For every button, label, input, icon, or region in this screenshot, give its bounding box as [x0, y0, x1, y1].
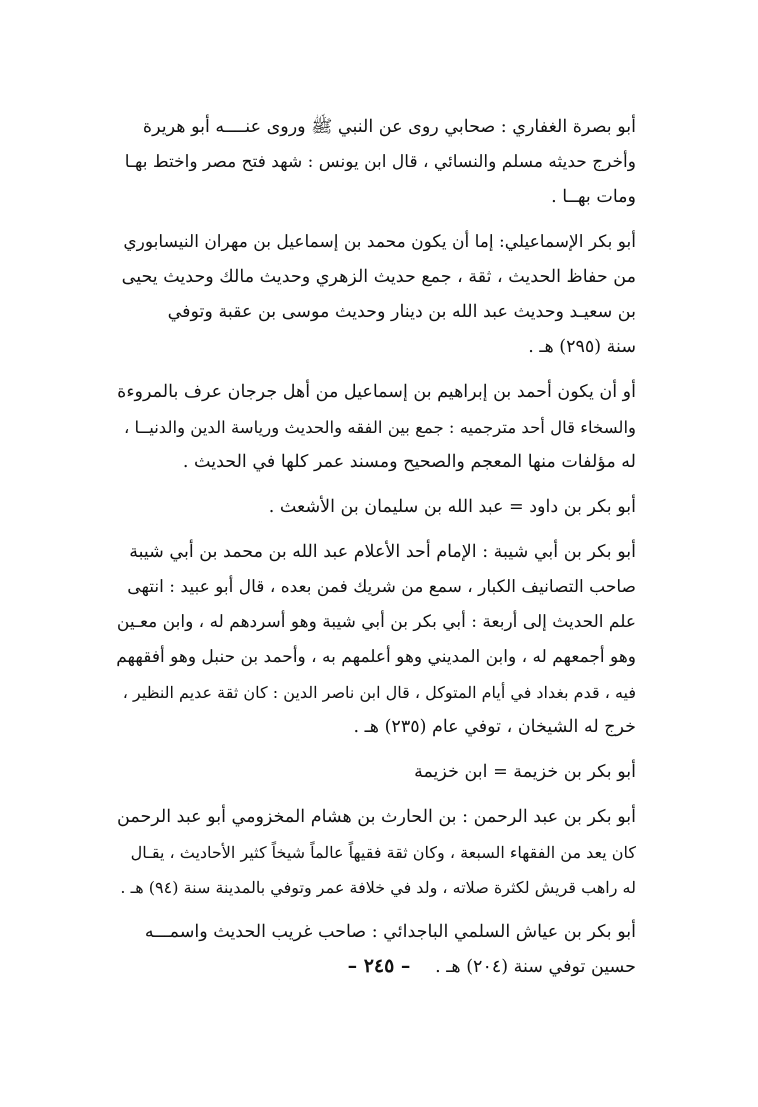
- page-body-text: [116, 110, 636, 995]
- entry-line: ومات بهــا .: [551, 187, 636, 207]
- entry-line: أبو بكر بن أبي شيبة : الإمام أحد الأعلام عبد الله بن محمد بن أبي شيبة: [129, 542, 636, 562]
- entry-line: والسخاء قال أحد مترجميه : جمع بين الفقه والحديث ورياسة الدين والدنيــا ،: [123, 418, 636, 437]
- entry-line: حسين توفي سنة (٢٠٤) هـ .: [435, 957, 636, 977]
- entry-line: وأخرج حديثه مسلم والنسائي ، قال ابن يونس : شهد فتح مصر واختط بهـا: [124, 152, 636, 172]
- entry-line: صاحب التصانيف الكبار ، سمع من شريك فمن بعده ، قال أبو عبيد : انتهى: [127, 577, 636, 597]
- entry-line: أبو بكر الإسماعيلي: إما أن يكون محمد بن إسماعيل بن مهران النيسابوري: [123, 232, 636, 252]
- entry-abu-bakr-ibn-abi-shayba: [116, 535, 636, 745]
- entry-line: بن سعيـد وحديث عبد الله بن دينار وحديث موسى بن عقبة وتوفي: [167, 302, 636, 322]
- entry-line: سنة (٢٩٥) هـ .: [528, 337, 636, 357]
- entry-line: له راهب قريش لكثرة صلاته ، ولد في خلافة عمر وتوفي بالمدينة سنة (٩٤) هـ .: [120, 878, 636, 897]
- entry-abu-bakr-ismaili: [116, 225, 636, 365]
- entry-line: فيه ، قدم بغداد في أيام المتوكل ، قال ابن ناصر الدين : كان ثقة عديم النظير ،: [122, 683, 636, 702]
- entry-line: من حفاظ الحديث ، ثقة ، جمع حديث الزهري وحديث مالك وحديث يحيى: [121, 267, 636, 287]
- entry-line: أبو بكر بن عبد الرحمن : بن الحارث بن هشام المخزومي أبو عبد الرحمن: [117, 807, 636, 827]
- entry-line: أبو بصرة الغفاري : صحابي روى عن النبي ﷺ وروى عنــــه أبو هريرة: [142, 117, 636, 137]
- entry-line: أو أن يكون أحمد بن إبراهيم بن إسماعيل من أهل جرجان عرف بالمروءة: [117, 382, 636, 402]
- entry-abu-bakr-ibn-khuzayma: [116, 755, 636, 790]
- entry-line: أبو بكر بن عياش السلمي الباجدائي : صاحب غريب الحديث واسمـــه: [144, 922, 636, 942]
- entry-abu-basra: [116, 110, 636, 215]
- entry-abu-bakr-ibn-abd-al-rahman: [116, 800, 636, 905]
- page-number: – ٢٤٥ –: [347, 955, 411, 977]
- entry-ahmad-ibn-ibrahim: [116, 375, 636, 480]
- entry-line: علم الحديث إلى أربعة : أبي بكر بن أبي شيبة وهو أسردهم له ، وابن معـين: [116, 612, 636, 632]
- entry-line: وهو أجمعهم له ، وابن المديني وهو أعلمهم به ، وأحمد بن حنبل وهو أفقههم: [116, 647, 636, 667]
- entry-line: أبو بكر بن داود = عبد الله بن سليمان بن الأشعث .: [268, 497, 636, 517]
- entry-line: خرج له الشيخان ، توفي عام (٢٣٥) هـ .: [353, 717, 636, 737]
- entry-line: كان يعد من الفقهاء السبعة ، وكان ثقة فقيهاً عالماً شيخاً كثير الأحاديث ، يقـال: [130, 843, 636, 862]
- entry-abu-bakr-ibn-dawud: [116, 490, 636, 525]
- entry-line: له مؤلفات منها المعجم والصحيح ومسند عمر كلها في الحديث .: [182, 452, 636, 472]
- entry-line: أبو بكر بن خزيمة = ابن خزيمة: [414, 762, 636, 782]
